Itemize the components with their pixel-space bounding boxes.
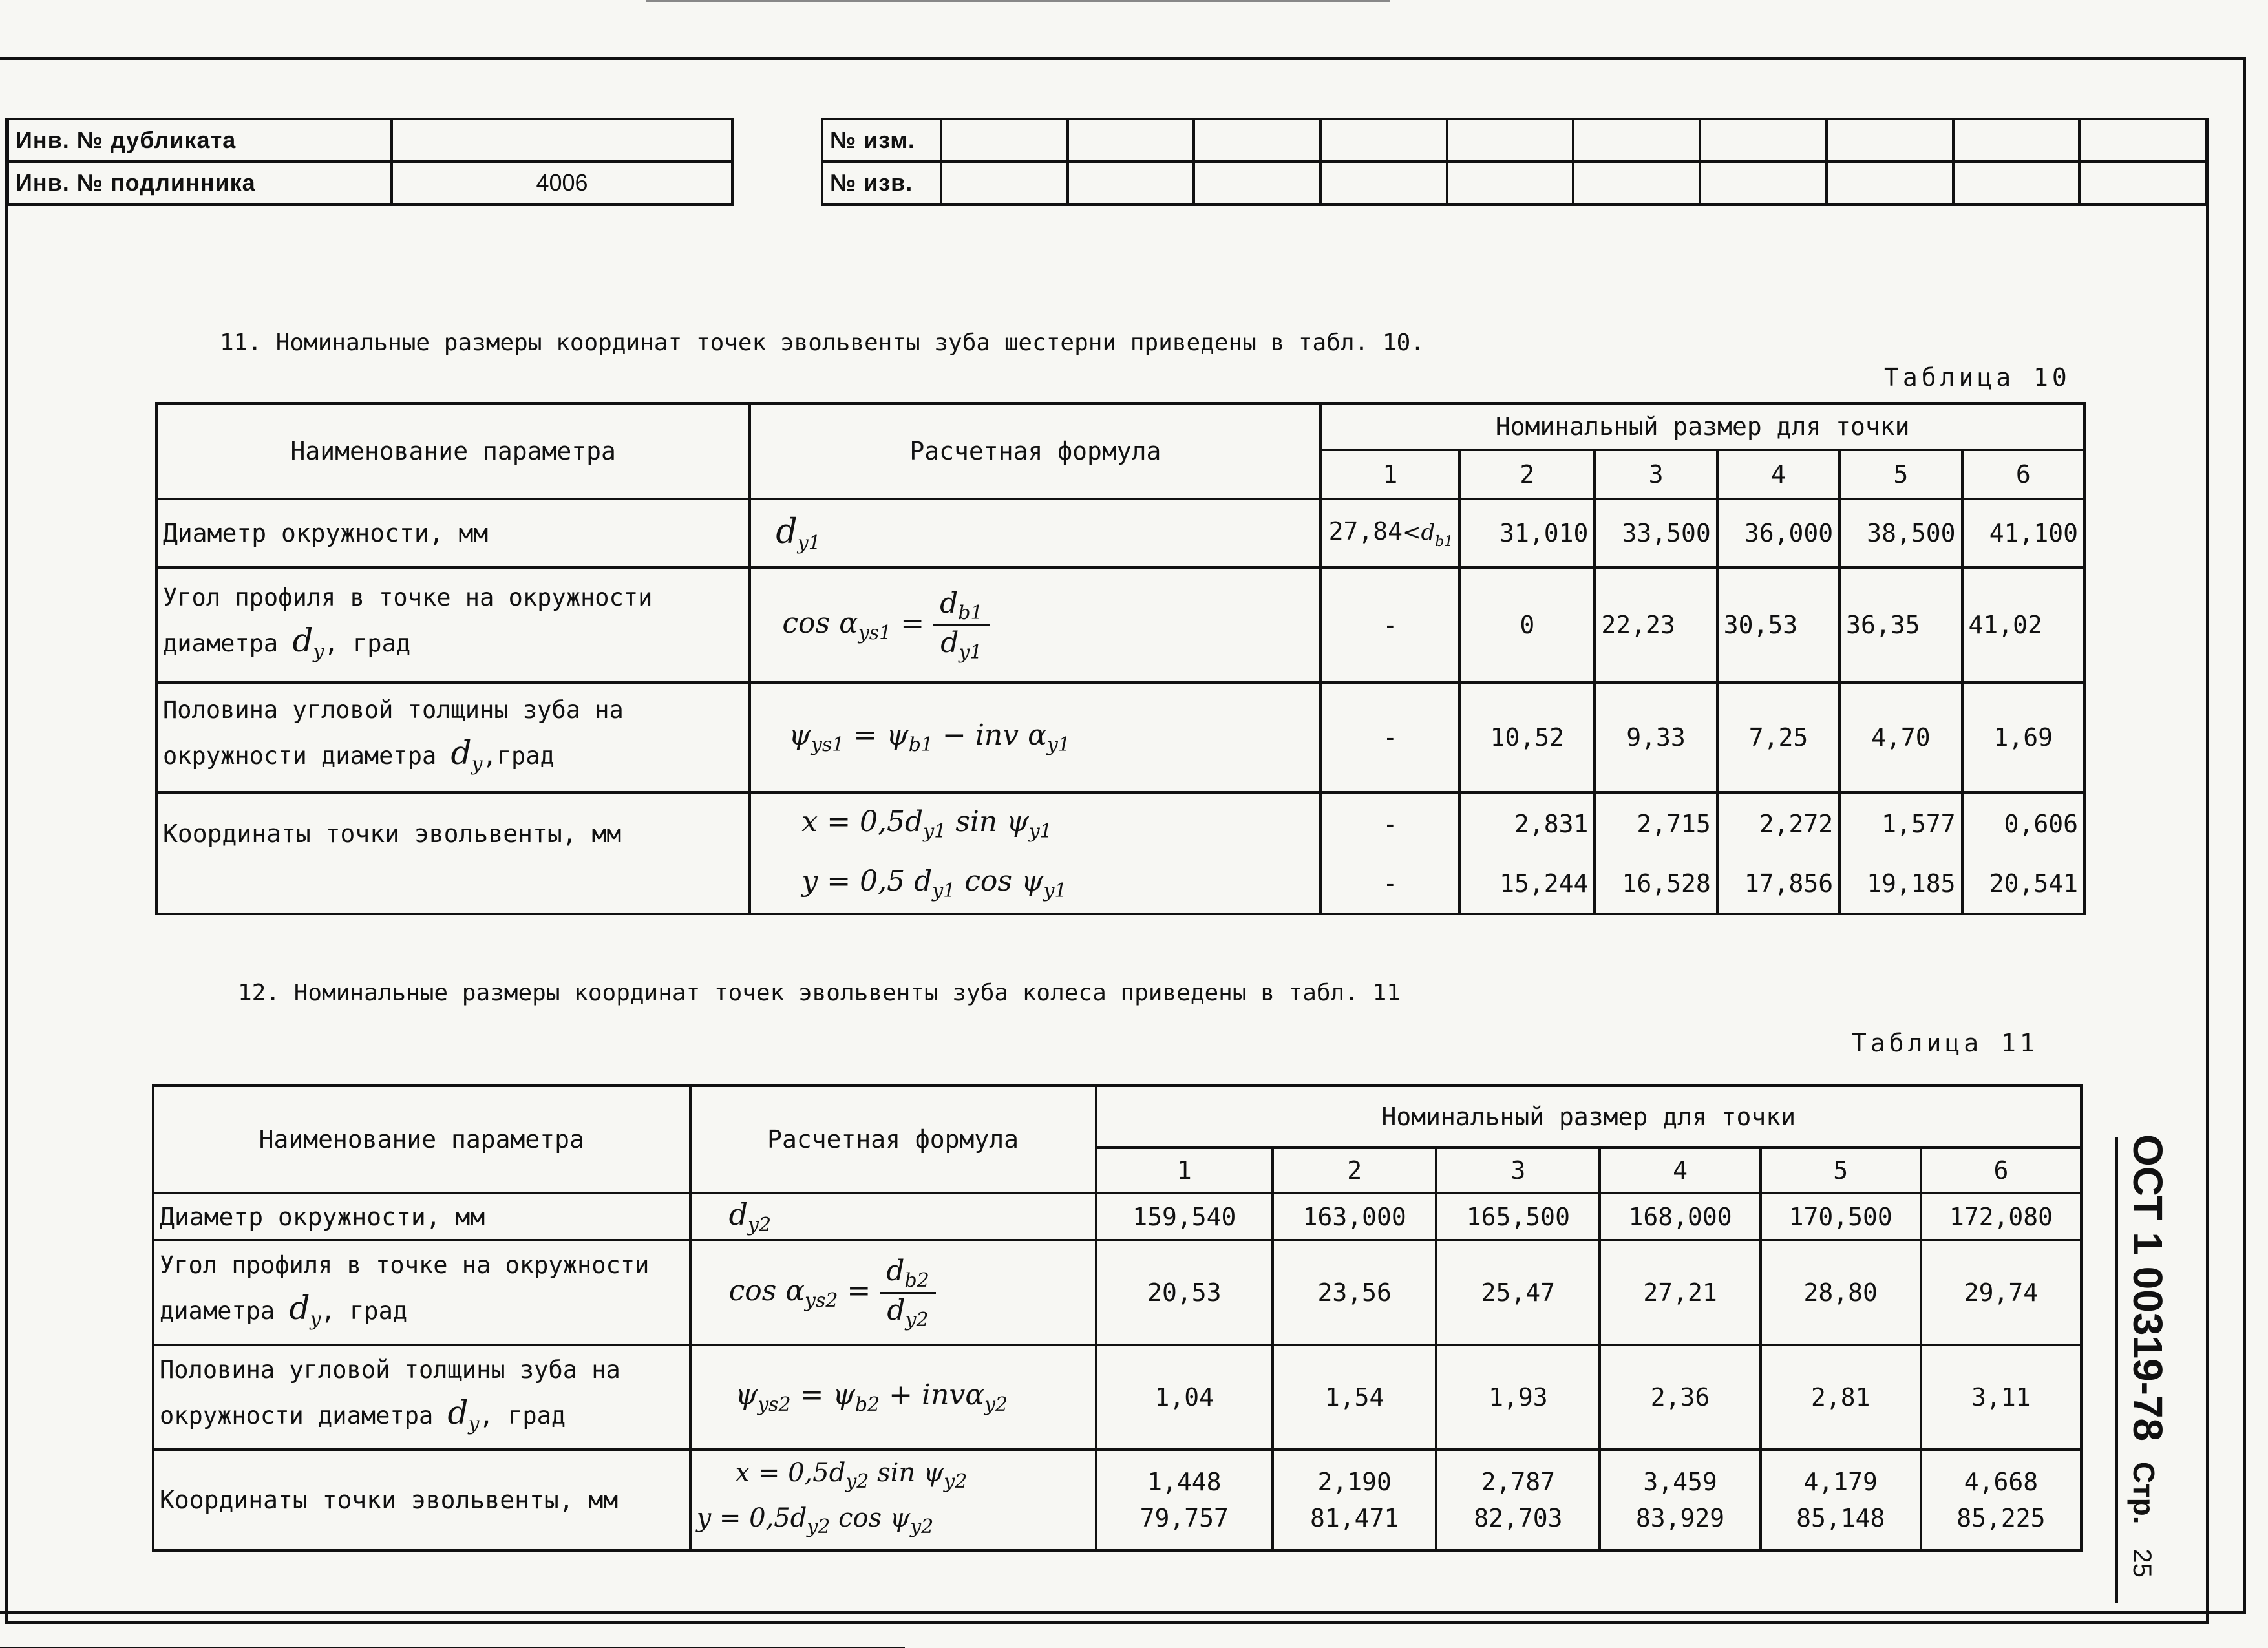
t10-row2-v4: 30,53 — [1717, 567, 1839, 682]
t10-row3-v2: 10,52 — [1459, 682, 1595, 792]
t10-row4-y5: 19,185 — [1839, 854, 1962, 914]
t11-row2-v1: 20,53 — [1096, 1240, 1273, 1345]
change-stamp — [821, 118, 2207, 206]
original-inventory-value: 4006 — [392, 162, 732, 204]
t11-row1-v4: 168,000 — [1600, 1193, 1760, 1240]
t11-row2-name-line1: Угол профиля в точке на окружности — [160, 1251, 650, 1279]
notice-cell — [1573, 162, 1700, 204]
top-rule — [646, 0, 1390, 2]
t10-row1-formula: $d_{y1}$ — [750, 499, 1320, 567]
t10-row2-v3: 22,23 — [1595, 567, 1717, 682]
notice-cell — [2079, 162, 2206, 204]
t11-header-formula: Расчетная формула — [690, 1086, 1096, 1193]
change-cell — [1320, 119, 1447, 162]
notice-number-label: № изв. — [822, 162, 941, 204]
t10-row1-v4: 36,000 — [1717, 499, 1839, 567]
change-cell — [1573, 119, 1700, 162]
t11-row4-formula: $x = 0,5d_{y2}$ $\sin \psi_{y2}$ $y = 0,5d_{y2}$ $\cos \psi_{y2}$ — [690, 1450, 1096, 1550]
t10-header-param: Наименование параметра — [156, 403, 750, 499]
t11-header-param: Наименование параметра — [153, 1086, 690, 1193]
t10-row2-v2: 0 — [1459, 567, 1595, 682]
change-number-label: № изм. — [822, 119, 941, 162]
notice-cell — [941, 162, 1068, 204]
change-cell — [941, 119, 1068, 162]
t10-row3-v6: 1,69 — [1962, 682, 2084, 792]
t11-row4-y2: 81,471 — [1310, 1504, 1399, 1532]
t10-row3-name-line2: окружности диаметра — [163, 742, 437, 770]
table-11 — [152, 1084, 2083, 1552]
t10-row2-formula: $\cos \alpha_{ys1}$ = $\frac{d_{b1}}{d_{y1}}$ — [750, 567, 1320, 682]
t10-row4-name: Координаты точки эвольвенты, мм — [156, 792, 750, 914]
t11-row1-v1: 159,540 — [1096, 1193, 1273, 1240]
original-inventory-label: Инв. № подлинника — [8, 162, 392, 204]
notice-cell — [1953, 162, 2080, 204]
t10-row4-formula-x: $x = 0,5d_{y1}$ $\sin \psi_{y1}$ — [750, 792, 1320, 854]
t10-row1-v2: 31,010 — [1459, 499, 1595, 567]
t11-point-5: 5 — [1761, 1148, 1921, 1193]
t11-row4-x6: 4,668 — [1964, 1468, 2039, 1496]
t11-row2-v6: 29,74 — [1921, 1240, 2081, 1345]
t11-row3-v1: 1,04 — [1096, 1345, 1273, 1450]
table-10-caption: Таблица 10 — [1884, 363, 2071, 392]
table-11-caption: Таблица 11 — [1852, 1029, 2039, 1057]
t10-row2-name-line2: диаметра — [163, 629, 279, 657]
t11-row4-y3: 82,703 — [1474, 1504, 1563, 1532]
duplicate-inventory-value — [392, 119, 732, 162]
t11-row4-x5: 4,179 — [1803, 1468, 1878, 1496]
t11-row4-v5 — [1761, 1450, 1921, 1550]
t10-row4-y2: 15,244 — [1459, 854, 1595, 914]
t10-row1-name: Диаметр окружности, мм — [156, 499, 750, 567]
t10-row3-name: Половина угловой толщины зуба на окружности диаметра $d_y,град$ — [156, 682, 750, 792]
notice-cell — [1827, 162, 1953, 204]
t10-header-nominal: Номинальный размер для точки — [1320, 403, 2084, 450]
t11-row2-name-line3: , град — [321, 1297, 408, 1325]
t10-row4-formula-y: y = 0,5 $d_{y1}$ $\cos \psi_{y1}$ — [750, 854, 1320, 914]
t10-row4-x6: 0,606 — [1962, 792, 2084, 854]
t10-row4-y1: - — [1320, 854, 1459, 914]
t11-row4-v2 — [1273, 1450, 1436, 1550]
t11-row2-name-line2: диаметра — [160, 1297, 275, 1325]
t11-row1-v3: 165,500 — [1436, 1193, 1600, 1240]
standard-code: ОСТ 1 00319-78 — [2125, 1134, 2171, 1442]
page-label: Стр. — [2127, 1461, 2161, 1525]
t10-row4-x4: 2,272 — [1717, 792, 1839, 854]
t11-row2-formula: $\cos \alpha_{ys2}$ = $\frac{d_{b2}}{d_{y2}}$ — [690, 1240, 1096, 1345]
t11-row4-y6: 85,225 — [1956, 1504, 2046, 1532]
t10-row1-v5: 38,500 — [1839, 499, 1962, 567]
t11-row3-v3: 1,93 — [1436, 1345, 1600, 1450]
notice-cell — [1068, 162, 1194, 204]
change-cell — [1953, 119, 2080, 162]
change-cell — [2079, 119, 2206, 162]
change-cell — [1700, 119, 1827, 162]
standard-designation — [2124, 1134, 2172, 1578]
t11-row3-name-line3: , град — [479, 1402, 566, 1430]
t10-point-1: 1 — [1320, 450, 1459, 499]
notice-cell — [1194, 162, 1320, 204]
change-cell — [1194, 119, 1320, 162]
t11-row1-formula: $d_{y2}$ — [690, 1193, 1096, 1240]
t11-row3-name-line1: Половина угловой толщины зуба на — [160, 1356, 620, 1384]
t11-row1-v5: 170,500 — [1761, 1193, 1921, 1240]
t11-row4-y1: 79,757 — [1139, 1504, 1229, 1532]
t10-point-6: 6 — [1962, 450, 2084, 499]
t11-row3-v4: 2,36 — [1600, 1345, 1760, 1450]
t11-row4-y4: 83,929 — [1635, 1504, 1725, 1532]
t10-row1-v1: $27,84<d_{b1}$ — [1320, 499, 1459, 567]
t10-point-2: 2 — [1459, 450, 1595, 499]
t11-row4-x1: 1,448 — [1147, 1468, 1222, 1496]
t10-row2-name: Угол профиля в точке на окружности диаметра $d_y$, град — [156, 567, 750, 682]
table-10 — [155, 402, 2086, 915]
t11-row1-v2: 163,000 — [1273, 1193, 1436, 1240]
t10-row4-y4: 17,856 — [1717, 854, 1839, 914]
t11-point-1: 1 — [1096, 1148, 1273, 1193]
t11-point-4: 4 — [1600, 1148, 1760, 1193]
section-12-text: 12. Номинальные размеры координат точек эвольвенты зуба колеса приведены в табл. 11 — [238, 980, 1401, 1006]
t11-row1-name: Диаметр окружности, мм — [153, 1193, 690, 1240]
t11-row3-name: Половина угловой толщины зуба на окружности диаметра $d_y$, град — [153, 1345, 690, 1450]
notice-cell — [1320, 162, 1447, 204]
t11-row2-v4: 27,21 — [1600, 1240, 1760, 1345]
t11-row3-formula: $\psi_{ys2} = \psi_{b2} + inv\alpha_{y2}$ — [690, 1345, 1096, 1450]
t11-row4-x3: 2,787 — [1481, 1468, 1556, 1496]
t11-row4-x2: 2,190 — [1317, 1468, 1392, 1496]
t10-row1-v6: 41,100 — [1962, 499, 2084, 567]
inventory-stamp — [6, 118, 734, 206]
page-number: 25 — [2128, 1548, 2156, 1578]
t10-row4-x5: 1,577 — [1839, 792, 1962, 854]
t11-row4-x4: 3,459 — [1643, 1468, 1717, 1496]
t10-point-4: 4 — [1717, 450, 1839, 499]
section-11-text: 11. Номинальные размеры координат точек эвольвенты зуба шестерни приведены в табл. 10. — [220, 330, 1425, 356]
t11-row3-v5: 2,81 — [1761, 1345, 1921, 1450]
t11-row2-name: Угол профиля в точке на окружности диаметра $d_y$, град — [153, 1240, 690, 1345]
t10-row1-v3: 33,500 — [1595, 499, 1717, 567]
change-cell — [1827, 119, 1953, 162]
t10-row4-y6: 20,541 — [1962, 854, 2084, 914]
t10-point-3: 3 — [1595, 450, 1717, 499]
t11-row4-v3 — [1436, 1450, 1600, 1550]
t11-header-nominal: Номинальный размер для точки — [1096, 1086, 2081, 1148]
notice-cell — [1447, 162, 1574, 204]
t10-row2-name-line1: Угол профиля в точке на окружности — [163, 584, 653, 611]
t10-row1-v1-text: 27,84 — [1328, 516, 1403, 545]
t10-row3-formula: $\psi_{ys1} = \psi_{b1}$ − inv $\alpha_{y1}$ — [750, 682, 1320, 792]
t11-row4-v4 — [1600, 1450, 1760, 1550]
t11-row1-v6: 172,080 — [1921, 1193, 2081, 1240]
t10-row4-x1: - — [1320, 792, 1459, 854]
t11-row3-v2: 1,54 — [1273, 1345, 1436, 1450]
t10-row4-x2: 2,831 — [1459, 792, 1595, 854]
t11-row3-v6: 3,11 — [1921, 1345, 2081, 1450]
t10-row3-name-line1: Половина угловой толщины зуба на — [163, 696, 624, 724]
t10-row3-v4: 7,25 — [1717, 682, 1839, 792]
side-rule — [2115, 1137, 2118, 1603]
change-cell — [1068, 119, 1194, 162]
t10-row2-name-line3: , град — [324, 629, 411, 657]
t10-row2-v1: - — [1320, 567, 1459, 682]
notice-cell — [1700, 162, 1827, 204]
t10-row2-v5: 36,35 — [1839, 567, 1962, 682]
t10-row3-v1: - — [1320, 682, 1459, 792]
t11-row4-y5: 85,148 — [1796, 1504, 1885, 1532]
t11-row4-name: Координаты точки эвольвенты, мм — [153, 1450, 690, 1550]
t10-row3-v3: 9,33 — [1595, 682, 1717, 792]
t11-row2-v5: 28,80 — [1761, 1240, 1921, 1345]
t11-row4-v1 — [1096, 1450, 1273, 1550]
t10-row2-v6: 41,02 — [1962, 567, 2084, 682]
t11-row4-v6 — [1921, 1450, 2081, 1550]
t11-row3-name-line2: окружности диаметра — [160, 1402, 434, 1430]
t10-point-5: 5 — [1839, 450, 1962, 499]
t10-row4-x3: 2,715 — [1595, 792, 1717, 854]
change-cell — [1447, 119, 1574, 162]
duplicate-inventory-label: Инв. № дубликата — [8, 119, 392, 162]
t10-header-formula: Расчетная формула — [750, 403, 1320, 499]
t11-point-2: 2 — [1273, 1148, 1436, 1193]
t10-row4-y3: 16,528 — [1595, 854, 1717, 914]
t11-point-3: 3 — [1436, 1148, 1600, 1193]
t11-point-6: 6 — [1921, 1148, 2081, 1193]
t10-row3-name-line3: ,град — [482, 742, 555, 770]
t11-row2-v3: 25,47 — [1436, 1240, 1600, 1345]
t10-row3-v5: 4,70 — [1839, 682, 1962, 792]
t11-row2-v2: 23,56 — [1273, 1240, 1436, 1345]
